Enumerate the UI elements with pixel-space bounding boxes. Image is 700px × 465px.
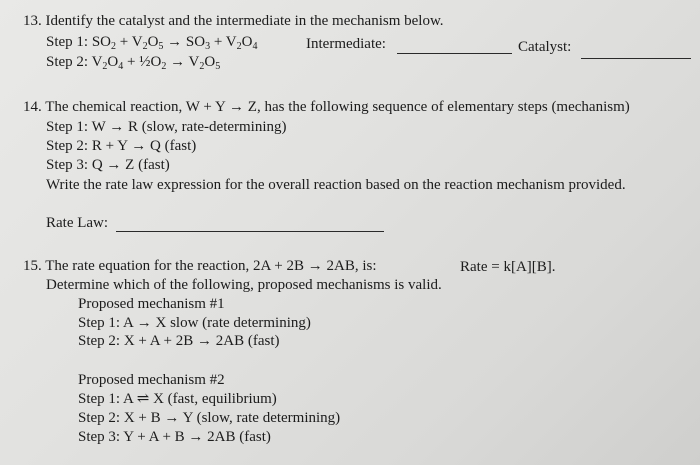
q15-instruction: Determine which of the following, proposed mechanisms is valid. [46,277,442,293]
q13-step2-label: Step 2: [46,54,89,70]
q15-mechanism1-step2: Step 2: X + A + 2B → 2AB (fast) [78,333,280,349]
q13-intermediate-blank[interactable] [397,53,512,54]
q14-prompt-line [23,98,630,116]
q15-mechanism2-step1: Step 1: A ⇌ X (fast, equilibrium) [78,391,277,407]
q15-mechanism2-step3: Step 3: Y + A + B → 2AB (fast) [78,429,271,445]
q13-catalyst-label: Catalyst: [518,39,572,55]
q15-number: 15. [23,258,42,274]
q14-step3: Step 3: Q → Z (fast) [46,157,170,173]
q14-step2: Step 2: R + Y → Q (fast) [46,138,197,154]
q15-mechanism2-step2: Step 2: X + B → Y (slow, rate determining) [78,410,341,426]
q13-step1 [46,33,257,51]
q14-rate-law-label: Rate Law: [46,215,109,231]
q13-prompt: Identify the catalyst and the intermediate in the mechanism below. [45,13,444,29]
q14-step1: Step 1: W → R (slow, rate-determining) [46,119,287,135]
q13-step2 [46,53,220,71]
q13-step1-equation: $SO_2 + V_2O_5 \to SO_3 + V_2O_4$ [91,34,258,52]
q13-prompt-line [23,12,444,30]
q14-instruction: Write the rate law expression for the overall reaction based on the reaction mechanism provided. [46,177,626,193]
q15-rate-expression: Rate = k[A][B]. [460,259,556,275]
q13-intermediate-label: Intermediate: [306,36,386,52]
q14-prompt: The chemical reaction, W + Y → Z, has the following sequence of elementary steps (mechanism) [45,99,630,115]
q15-prompt: The rate equation for the reaction, 2A + 2B → 2AB, is: [45,258,377,274]
q13-step1-label: Step 1: [46,34,89,50]
q13-step2-equation: $V_2O_4$ + $\frac{1}{2}O_2 \to V_2O_5$ [91,54,221,72]
q15-mechanism1-step1: Step 1: A → X slow (rate determining) [78,315,311,331]
q15-mechanism2-title: Proposed mechanism #2 [78,372,225,388]
q14-rate-law-blank[interactable] [116,231,384,232]
q14-number: 14. [23,99,42,115]
q15-mechanism1-title: Proposed mechanism #1 [78,296,225,312]
q13-catalyst-blank[interactable] [581,58,691,59]
q13-number: 13. [23,13,42,29]
q15-prompt-line [23,257,377,275]
